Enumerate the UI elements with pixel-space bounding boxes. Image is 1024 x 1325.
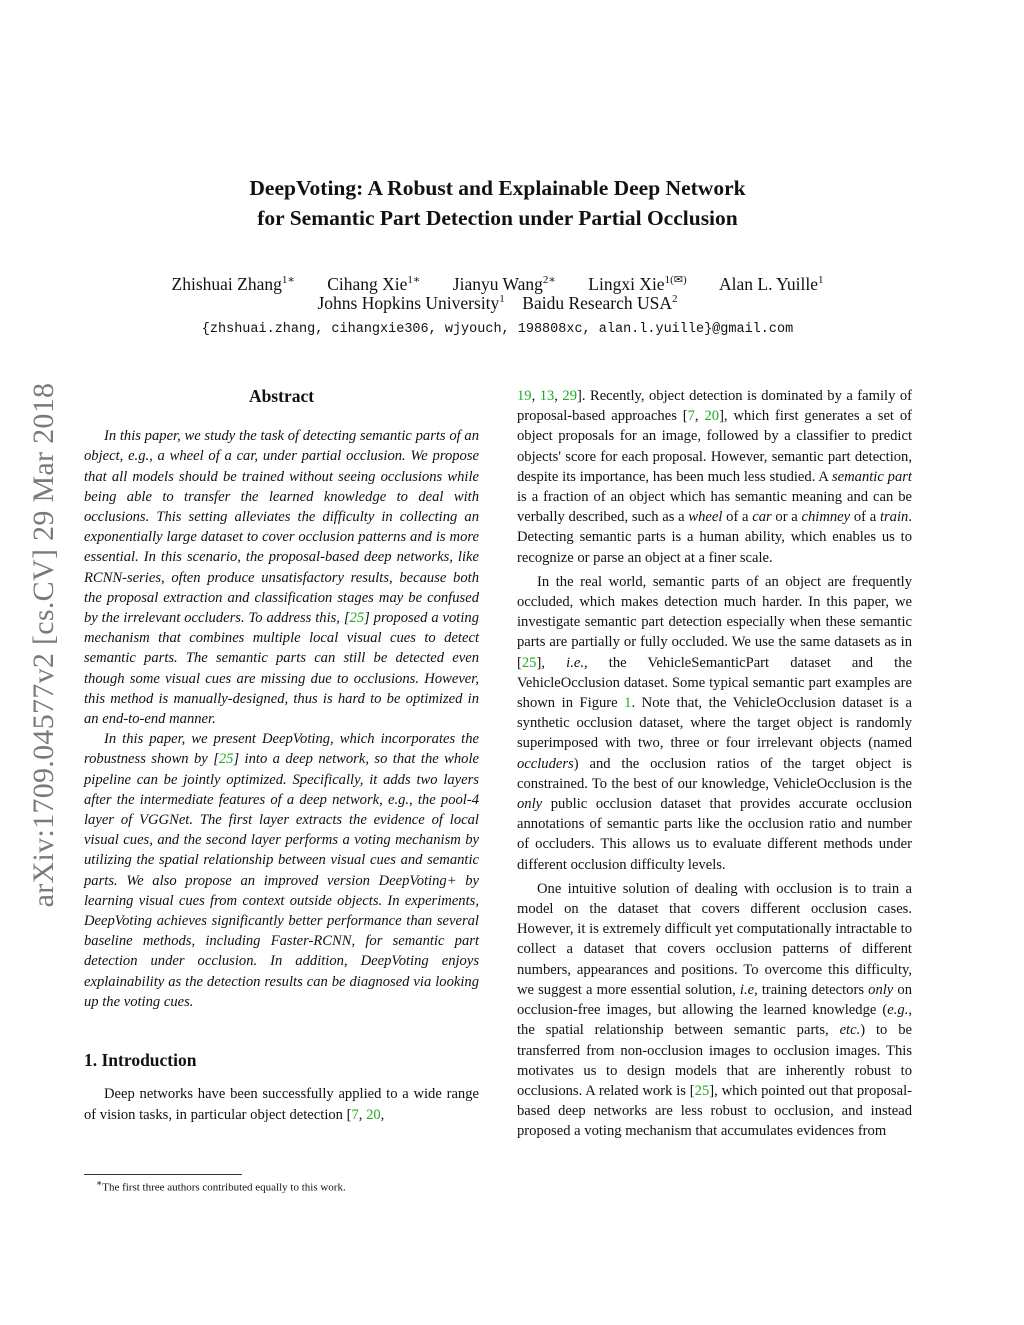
body-paragraph: In the real world, semantic parts of an object are frequently occluded, which makes detection much harder. In this paper, we investigate semantic part detection especially when these semantic parts are partially or fully occluded. We use the same datasets as in [25], i.e., the VehicleSemanticPart dataset and the VehicleOcclusion dataset. Some typical semantic part examples are shown in Figure 1. Note that, the VehicleOcclusion dataset is a synthetic occlusion dataset, where the target object is randomly superimposed with two, three or four irrelevant objects (named occluders) and the occlusion ratios of the target object is constrained. To the best of our knowledge, VehicleOcclusion is the only public occlusion dataset that provides accurate occlusion annotations of semantic parts like the occlusion ratio and number of occluders. This allows us to evaluate different methods under different occlusion difficulty levels.	[517, 573, 912, 873]
body-paragraph: One intuitive solution of dealing with occlusion is to train a model on the dataset that covers different occlusion cases. However, it is extremely difficult yet computationally intractable to collect a dataset that covers occlusion patterns of different numbers, appearances and positions. To overcome this difficulty, we suggest a more essential solution, i.e, training detectors only on occlusion-free images, but allowing the learned knowledge (e.g., the spatial relationship between semantic parts, etc.) to be transferred from non-occlusion images to occlusion images. This motivates us to design models that are inherently robust to occlusions. A related work is [25], which pointed out that proposal-based deep networks are less robust to occlusion, and instead proposed a voting mechanism that accumulates evidences from	[517, 880, 912, 1140]
paper-title	[90, 173, 905, 233]
citation-link[interactable]: 25	[521, 654, 537, 671]
affiliation: Johns Hopkins University$^1$	[317, 293, 505, 313]
author: Jianyu Wang$^{2∗}$	[452, 273, 556, 294]
footnote: ∗The first three authors contributed equally to this work.	[96, 1178, 346, 1194]
title-line-1: DeepVoting: A Robust and Explainable Deep Network	[249, 176, 746, 200]
author-list	[90, 268, 905, 296]
title-line-2: for Semantic Part Detection under Partial Occlusion	[257, 206, 738, 230]
left-column	[84, 386, 479, 1125]
footnote-divider	[84, 1174, 242, 1175]
citation-link[interactable]: 25	[694, 1082, 710, 1099]
affiliations	[90, 293, 905, 314]
citation-link[interactable]: 7	[687, 408, 695, 425]
author: Alan L. Yuille$^1$	[719, 273, 824, 294]
citation-link[interactable]: 20	[366, 1106, 381, 1123]
citation-link[interactable]: 7	[351, 1106, 359, 1123]
arxiv-side-stamp: arXiv:1709.04577v2 [cs.CV] 29 Mar 2018	[27, 382, 60, 908]
section-heading-introduction: 1. Introduction	[84, 1050, 197, 1071]
abstract-heading: Abstract	[248, 386, 315, 406]
body-paragraph: 19, 13, 29]. Recently, object detection is dominated by a family of proposal-based approaches [7, 20], which first generates a set of object proposals for an image, followed by a classifier to predict objects' score for each proposal. However, semantic part detection, despite its importance, has been much less studied. A semantic part is a fraction of an object which has semantic meaning and can be verbally described, such as a wheel of a car or a chimney of a train. Detecting semantic parts is a human ability, which enables us to recognize or parse an object at a finer scale.	[517, 388, 913, 566]
right-column	[517, 386, 912, 1142]
citation-link[interactable]: 25	[218, 751, 234, 768]
abstract	[84, 426, 479, 1012]
citation-link[interactable]: 25	[349, 610, 365, 627]
affiliation: Baidu Research USA$^2$	[522, 293, 678, 313]
citation-link[interactable]: 19	[517, 388, 532, 404]
figure-link[interactable]: 1	[624, 695, 632, 712]
citation-link[interactable]: 13	[539, 388, 555, 404]
body-paragraph: Deep networks have been successfully applied to a wide range of vision tasks, in particular object detection [7, 20,	[84, 1086, 479, 1123]
author-emails: {zhshuai.zhang, cihangxie306, wjyouch, 198808xc, alan.l.yuille}@gmail.com	[201, 322, 794, 337]
citation-link[interactable]: 29	[562, 388, 577, 404]
abstract-paragraph: In this paper, we present DeepVoting, which incorporates the robustness shown by [25] into a deep network, so that the whole pipeline can be jointly optimized. Specifically, it adds two layers after the intermediate features of a deep network, e.g., the pool-4 layer of VGGNet. The first layer extracts the evidence of local visual cues, and the second layer performs a voting mechanism by utilizing the spatial relationship between visual cues and semantic parts. We also propose an improved version DeepVoting+ by learning visual cues from context outside objects. In experiments, DeepVoting achieves significantly better performance than several baseline methods, including Faster-RCNN, for semantic part detection under occlusion. In addition, DeepVoting enjoys explainability as the detection results can be diagnosed via looking up the voting cues.	[84, 731, 479, 1010]
abstract-paragraph: In this paper, we study the task of detecting semantic parts of an object, e.g., a wheel of a car, under partial occlusion. We propose that all models should be trained without seeing occlusions while being able to transfer the learned knowledge to deal with occlusions. This setting alleviates the difficulty in collecting an exponentially large dataset to cover occlusion patterns and is more essential. In this scenario, the proposal-based deep networks, like RCNN-series, often produce unsatisfactory results, because both the proposal extraction and classification stages may be confused by the irrelevant occluders. To address this, [25] proposed a voting mechanism that combines multiple local visual cues to detect semantic parts. The semantic parts can still be detected even though some visual cues are missing due to occlusions. However, this method is manually-designed, thus is hard to be optimized in an end-to-end manner.	[84, 428, 479, 728]
author: Cihang Xie$^{1∗}$	[327, 273, 421, 294]
citation-link[interactable]: 20	[704, 408, 720, 425]
author: Lingxi Xie$^{1(✉)}$	[588, 273, 687, 294]
author: Zhishuai Zhang$^{1∗}$	[171, 273, 295, 294]
